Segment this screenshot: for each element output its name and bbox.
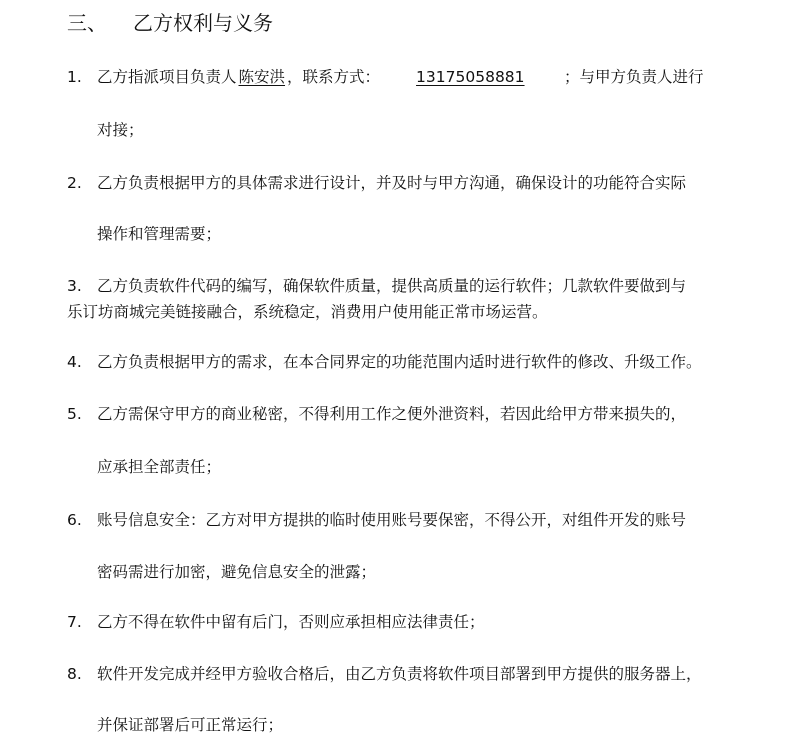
item-number: 8.: [67, 665, 82, 683]
section-heading: [67, 9, 273, 37]
item-8-line-1: 软件开发完成并经甲方验收合格后，由乙方负责将软件项目部署到甲方提供的服务器上，: [97, 665, 702, 683]
item-4-line-1: 乙方负责根据甲方的需求，在本合同界定的功能范围内适时进行软件的修改、升级工作。: [97, 353, 702, 371]
item-8-line-2: 并保证部署后可正常运行；: [97, 716, 284, 734]
item-1-text-pre: 乙方指派项目负责人: [97, 68, 237, 86]
item-1-text-post: ；与甲方负责人进行: [564, 68, 704, 86]
item-2-line-2: 操作和管理需要；: [97, 225, 222, 243]
item-6-line-2: 密码需进行加密，避免信息安全的泄露；: [97, 563, 377, 581]
item-number: 2.: [67, 174, 82, 192]
item-number: 1.: [67, 68, 82, 86]
leader-phone: 13175058881: [416, 68, 525, 86]
item-1-line-1: [97, 66, 704, 88]
item-7-line-1: 乙方不得在软件中留有后门，否则应承担相应法律责任；: [97, 613, 485, 631]
section-title: 乙方权利与义务: [133, 11, 273, 35]
item-3-line-1: 乙方负责软件代码的编写，确保软件质量，提供高质量的运行软件；几款软件要做到与: [97, 277, 687, 295]
item-1-text-mid: ，联系方式：: [287, 68, 381, 86]
item-number: 5.: [67, 405, 82, 423]
leader-name: 陈安洪: [238, 68, 286, 86]
item-1-line-2: 对接；: [97, 121, 144, 139]
item-6-line-1: 账号信息安全：乙方对甲方提拱的临时使用账号要保密，不得公开，对组件开发的账号: [97, 511, 687, 529]
item-number: 7.: [67, 613, 82, 631]
section-number: 三、: [67, 11, 107, 35]
item-2-line-1: 乙方负责根据甲方的具体需求进行设计，并及时与甲方沟通，确保设计的功能符合实际: [97, 174, 687, 192]
item-5-line-2: 应承担全部责任；: [97, 458, 222, 476]
item-3-line-2: 乐订坊商城完美链接融合，系统稳定，消费用户使用能正常市场运营。: [67, 303, 548, 321]
item-number: 4.: [67, 353, 82, 371]
item-number: 6.: [67, 511, 82, 529]
item-5-line-1: 乙方需保守甲方的商业秘密，不得利用工作之便外泄资料，若因此给甲方带来损失的，: [97, 405, 687, 423]
item-number: 3.: [67, 277, 82, 295]
